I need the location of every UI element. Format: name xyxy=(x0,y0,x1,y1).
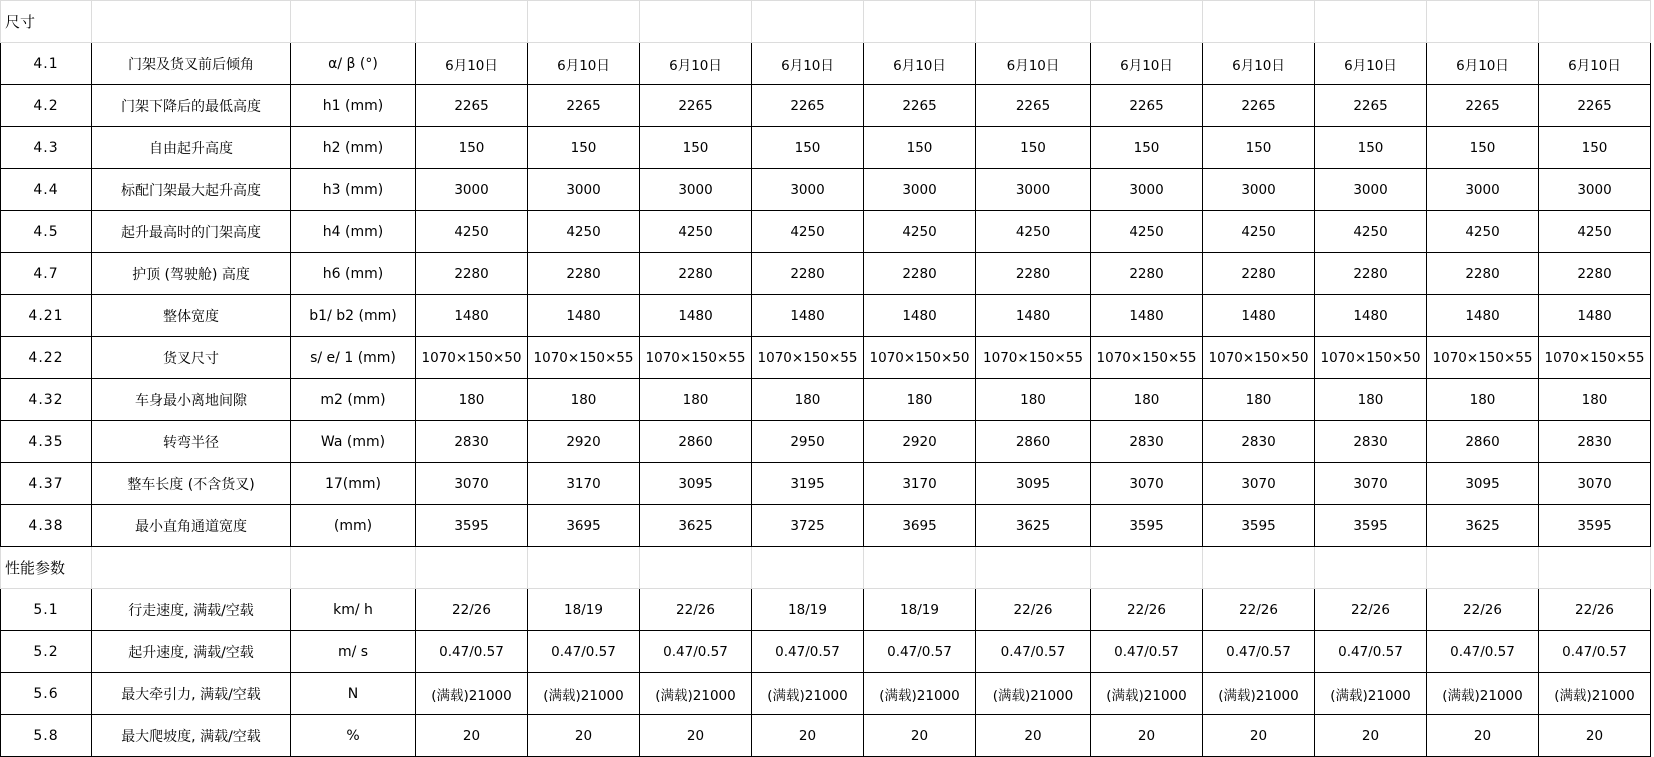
value-cell[interactable]: 18/19 xyxy=(528,589,640,631)
value-cell[interactable]: 22/26 xyxy=(1091,589,1203,631)
table-row xyxy=(1,337,1651,379)
table-row xyxy=(1,43,1651,85)
value-cell[interactable]: 2830 xyxy=(1315,421,1427,463)
value-cell[interactable]: 1070×150×55 xyxy=(640,337,752,379)
param-name-cell[interactable]: 车身最小离地间隙 xyxy=(92,379,291,421)
empty-cell[interactable] xyxy=(92,1,291,43)
value-cell[interactable]: 3000 xyxy=(640,169,752,211)
value-cell[interactable]: 2265 xyxy=(976,85,1091,127)
value-cell[interactable]: 2830 xyxy=(1539,421,1651,463)
value-cell[interactable]: 3070 xyxy=(1539,463,1651,505)
value-cell[interactable]: 2265 xyxy=(1315,85,1427,127)
value-cell[interactable]: 150 xyxy=(752,127,864,169)
table-row xyxy=(1,463,1651,505)
value-cell[interactable]: 20 xyxy=(864,715,976,757)
param-unit-cell[interactable]: m2 (mm) xyxy=(291,379,416,421)
empty-cell[interactable] xyxy=(1091,1,1203,43)
value-cell[interactable]: 3095 xyxy=(640,463,752,505)
value-cell[interactable]: 2860 xyxy=(640,421,752,463)
value-cell[interactable]: 1480 xyxy=(416,295,528,337)
value-cell[interactable]: 2280 xyxy=(864,253,976,295)
param-unit-cell[interactable]: h1 (mm) xyxy=(291,85,416,127)
empty-cell[interactable] xyxy=(752,547,864,589)
value-cell[interactable]: 3070 xyxy=(416,463,528,505)
param-unit-cell[interactable]: % xyxy=(291,715,416,757)
value-cell[interactable]: 3625 xyxy=(1427,505,1539,547)
value-cell[interactable]: 180 xyxy=(864,379,976,421)
value-cell[interactable]: 3595 xyxy=(1091,505,1203,547)
value-cell[interactable]: 3000 xyxy=(528,169,640,211)
value-cell[interactable]: 180 xyxy=(1427,379,1539,421)
value-cell[interactable]: 150 xyxy=(1315,127,1427,169)
param-name-cell[interactable]: 起升最高时的门架高度 xyxy=(92,211,291,253)
empty-cell[interactable] xyxy=(1539,547,1651,589)
table-row xyxy=(1,169,1651,211)
empty-cell[interactable] xyxy=(416,547,528,589)
value-cell[interactable]: 0.47/0.57 xyxy=(528,631,640,673)
value-cell[interactable]: 3000 xyxy=(752,169,864,211)
param-id-cell[interactable]: 4.37 xyxy=(1,463,92,505)
value-cell[interactable]: 0.47/0.57 xyxy=(752,631,864,673)
value-cell[interactable]: 180 xyxy=(1539,379,1651,421)
value-cell[interactable]: 180 xyxy=(528,379,640,421)
value-cell[interactable]: 20 xyxy=(1539,715,1651,757)
value-cell[interactable]: 3625 xyxy=(640,505,752,547)
param-unit-cell[interactable]: b1/ b2 (mm) xyxy=(291,295,416,337)
value-cell[interactable]: 0.47/0.57 xyxy=(1091,631,1203,673)
value-cell[interactable]: (满载)21000 xyxy=(864,673,976,715)
value-cell[interactable]: (满载)21000 xyxy=(640,673,752,715)
value-cell[interactable]: 4250 xyxy=(416,211,528,253)
value-cell[interactable]: 0.47/0.57 xyxy=(416,631,528,673)
empty-cell[interactable] xyxy=(1427,1,1539,43)
table-row xyxy=(1,589,1651,631)
value-cell[interactable]: 2280 xyxy=(1203,253,1315,295)
value-cell[interactable]: 1070×150×55 xyxy=(1427,337,1539,379)
value-cell[interactable]: 4250 xyxy=(1091,211,1203,253)
param-id-cell[interactable]: 5.6 xyxy=(1,673,92,715)
value-cell[interactable]: 1480 xyxy=(864,295,976,337)
value-cell[interactable]: 3070 xyxy=(1091,463,1203,505)
param-id-cell[interactable]: 4.32 xyxy=(1,379,92,421)
value-cell[interactable]: 1070×150×55 xyxy=(1539,337,1651,379)
value-cell[interactable]: 0.47/0.57 xyxy=(976,631,1091,673)
value-cell[interactable]: 1480 xyxy=(752,295,864,337)
param-name-cell[interactable]: 起升速度, 满载/空载 xyxy=(92,631,291,673)
value-cell[interactable]: 1070×150×50 xyxy=(1315,337,1427,379)
value-cell[interactable]: 1070×150×50 xyxy=(1203,337,1315,379)
value-cell[interactable]: 6月10日 xyxy=(1539,43,1651,85)
value-cell[interactable]: (满载)21000 xyxy=(976,673,1091,715)
param-unit-cell[interactable]: N xyxy=(291,673,416,715)
param-unit-cell[interactable]: h4 (mm) xyxy=(291,211,416,253)
value-cell[interactable]: 180 xyxy=(1091,379,1203,421)
value-cell[interactable]: 2920 xyxy=(528,421,640,463)
value-cell[interactable]: 20 xyxy=(640,715,752,757)
value-cell[interactable]: 6月10日 xyxy=(640,43,752,85)
value-cell[interactable]: (满载)21000 xyxy=(1539,673,1651,715)
value-cell[interactable]: 1070×150×50 xyxy=(416,337,528,379)
value-cell[interactable]: 18/19 xyxy=(864,589,976,631)
param-id-cell[interactable]: 4.35 xyxy=(1,421,92,463)
empty-cell[interactable] xyxy=(1539,1,1651,43)
param-name-cell[interactable]: 门架下降后的最低高度 xyxy=(92,85,291,127)
value-cell[interactable]: 2265 xyxy=(1539,85,1651,127)
value-cell[interactable]: 1070×150×55 xyxy=(1091,337,1203,379)
value-cell[interactable]: 150 xyxy=(528,127,640,169)
value-cell[interactable]: 2280 xyxy=(976,253,1091,295)
value-cell[interactable]: 3000 xyxy=(976,169,1091,211)
param-name-cell[interactable]: 最小直角通道宽度 xyxy=(92,505,291,547)
value-cell[interactable]: 150 xyxy=(864,127,976,169)
value-cell[interactable]: 1480 xyxy=(1539,295,1651,337)
value-cell[interactable]: 4250 xyxy=(528,211,640,253)
value-cell[interactable]: 22/26 xyxy=(416,589,528,631)
param-unit-cell[interactable]: (mm) xyxy=(291,505,416,547)
value-cell[interactable]: 22/26 xyxy=(1203,589,1315,631)
param-name-cell[interactable]: 自由起升高度 xyxy=(92,127,291,169)
section-title-cell[interactable]: 尺寸 xyxy=(1,1,92,43)
value-cell[interactable]: 22/26 xyxy=(640,589,752,631)
value-cell[interactable]: 6月10日 xyxy=(1315,43,1427,85)
empty-cell[interactable] xyxy=(640,1,752,43)
empty-cell[interactable] xyxy=(291,1,416,43)
value-cell[interactable]: 3000 xyxy=(1203,169,1315,211)
value-cell[interactable]: 180 xyxy=(416,379,528,421)
value-cell[interactable]: 6月10日 xyxy=(752,43,864,85)
param-name-cell[interactable]: 整体宽度 xyxy=(92,295,291,337)
value-cell[interactable]: 0.47/0.57 xyxy=(1203,631,1315,673)
table-row xyxy=(1,211,1651,253)
value-cell[interactable]: 4250 xyxy=(1203,211,1315,253)
value-cell[interactable]: 20 xyxy=(1427,715,1539,757)
value-cell[interactable]: 1070×150×55 xyxy=(752,337,864,379)
empty-cell[interactable] xyxy=(976,547,1091,589)
value-cell[interactable]: 3000 xyxy=(416,169,528,211)
value-cell[interactable]: 20 xyxy=(752,715,864,757)
value-cell[interactable]: 4250 xyxy=(640,211,752,253)
value-cell[interactable]: (满载)21000 xyxy=(416,673,528,715)
param-name-cell[interactable]: 标配门架最大起升高度 xyxy=(92,169,291,211)
value-cell[interactable]: 3725 xyxy=(752,505,864,547)
value-cell[interactable]: 2280 xyxy=(752,253,864,295)
value-cell[interactable]: 1480 xyxy=(1427,295,1539,337)
table-row xyxy=(1,295,1651,337)
value-cell[interactable]: 1070×150×50 xyxy=(864,337,976,379)
value-cell[interactable]: 4250 xyxy=(1427,211,1539,253)
table-row xyxy=(1,505,1651,547)
table-row xyxy=(1,631,1651,673)
empty-cell[interactable] xyxy=(864,1,976,43)
value-cell[interactable]: 4250 xyxy=(864,211,976,253)
value-cell[interactable]: 150 xyxy=(1091,127,1203,169)
value-cell[interactable]: 3625 xyxy=(976,505,1091,547)
value-cell[interactable]: 2860 xyxy=(1427,421,1539,463)
value-cell[interactable]: 180 xyxy=(640,379,752,421)
empty-cell[interactable] xyxy=(1315,547,1427,589)
empty-cell[interactable] xyxy=(864,547,976,589)
empty-cell[interactable] xyxy=(528,1,640,43)
value-cell[interactable]: 0.47/0.57 xyxy=(1539,631,1651,673)
value-cell[interactable]: 2265 xyxy=(528,85,640,127)
section-header-row xyxy=(1,547,1651,589)
param-name-cell[interactable]: 转弯半径 xyxy=(92,421,291,463)
value-cell[interactable]: 4250 xyxy=(1315,211,1427,253)
value-cell[interactable]: 3695 xyxy=(864,505,976,547)
value-cell[interactable]: 150 xyxy=(976,127,1091,169)
param-id-cell[interactable]: 4.1 xyxy=(1,43,92,85)
value-cell[interactable]: 2265 xyxy=(1427,85,1539,127)
value-cell[interactable]: 1480 xyxy=(528,295,640,337)
param-unit-cell[interactable]: km/ h xyxy=(291,589,416,631)
value-cell[interactable]: 6月10日 xyxy=(416,43,528,85)
value-cell[interactable]: 1480 xyxy=(640,295,752,337)
table-row xyxy=(1,715,1651,757)
value-cell[interactable]: 3095 xyxy=(1427,463,1539,505)
value-cell[interactable]: 2265 xyxy=(864,85,976,127)
param-id-cell[interactable]: 4.3 xyxy=(1,127,92,169)
empty-cell[interactable] xyxy=(416,1,528,43)
value-cell[interactable]: 6月10日 xyxy=(1203,43,1315,85)
value-cell[interactable]: 3000 xyxy=(1427,169,1539,211)
param-id-cell[interactable]: 5.1 xyxy=(1,589,92,631)
param-id-cell[interactable]: 4.22 xyxy=(1,337,92,379)
empty-cell[interactable] xyxy=(1427,547,1539,589)
value-cell[interactable]: 3170 xyxy=(864,463,976,505)
value-cell[interactable]: 3195 xyxy=(752,463,864,505)
table-row xyxy=(1,253,1651,295)
value-cell[interactable]: 3070 xyxy=(1315,463,1427,505)
value-cell[interactable]: 3000 xyxy=(864,169,976,211)
value-cell[interactable]: 6月10日 xyxy=(1427,43,1539,85)
value-cell[interactable]: 0.47/0.57 xyxy=(1315,631,1427,673)
value-cell[interactable]: 3170 xyxy=(528,463,640,505)
value-cell[interactable]: 20 xyxy=(1091,715,1203,757)
value-cell[interactable]: 4250 xyxy=(1539,211,1651,253)
value-cell[interactable]: 150 xyxy=(1203,127,1315,169)
value-cell[interactable]: 0.47/0.57 xyxy=(1427,631,1539,673)
empty-cell[interactable] xyxy=(528,547,640,589)
value-cell[interactable]: 3595 xyxy=(1315,505,1427,547)
value-cell[interactable]: 6月10日 xyxy=(864,43,976,85)
value-cell[interactable]: 2950 xyxy=(752,421,864,463)
empty-cell[interactable] xyxy=(291,547,416,589)
value-cell[interactable]: (满载)21000 xyxy=(1315,673,1427,715)
value-cell[interactable]: (满载)21000 xyxy=(1427,673,1539,715)
param-id-cell[interactable]: 5.2 xyxy=(1,631,92,673)
param-id-cell[interactable]: 4.38 xyxy=(1,505,92,547)
value-cell[interactable]: 2280 xyxy=(640,253,752,295)
value-cell[interactable]: 2265 xyxy=(640,85,752,127)
value-cell[interactable]: 20 xyxy=(1315,715,1427,757)
value-cell[interactable]: 3000 xyxy=(1315,169,1427,211)
value-cell[interactable]: 20 xyxy=(416,715,528,757)
table-row xyxy=(1,85,1651,127)
param-id-cell[interactable]: 4.7 xyxy=(1,253,92,295)
value-cell[interactable]: 2280 xyxy=(1091,253,1203,295)
param-id-cell[interactable]: 4.5 xyxy=(1,211,92,253)
value-cell[interactable]: 2265 xyxy=(752,85,864,127)
param-name-cell[interactable]: 门架及货叉前后倾角 xyxy=(92,43,291,85)
value-cell[interactable]: 0.47/0.57 xyxy=(864,631,976,673)
value-cell[interactable]: 4250 xyxy=(752,211,864,253)
value-cell[interactable]: 2280 xyxy=(1315,253,1427,295)
value-cell[interactable]: 6月10日 xyxy=(976,43,1091,85)
value-cell[interactable]: 22/26 xyxy=(1539,589,1651,631)
table-row xyxy=(1,673,1651,715)
value-cell[interactable]: 20 xyxy=(528,715,640,757)
value-cell[interactable]: 20 xyxy=(1203,715,1315,757)
param-name-cell[interactable]: 行走速度, 满载/空载 xyxy=(92,589,291,631)
value-cell[interactable]: 20 xyxy=(976,715,1091,757)
value-cell[interactable]: (满载)21000 xyxy=(528,673,640,715)
table-row xyxy=(1,127,1651,169)
param-unit-cell[interactable]: h6 (mm) xyxy=(291,253,416,295)
value-cell[interactable]: (满载)21000 xyxy=(1091,673,1203,715)
param-id-cell[interactable]: 4.2 xyxy=(1,85,92,127)
table-row xyxy=(1,379,1651,421)
value-cell[interactable]: 3595 xyxy=(1203,505,1315,547)
param-name-cell[interactable]: 整车长度 (不含货叉) xyxy=(92,463,291,505)
value-cell[interactable]: 3695 xyxy=(528,505,640,547)
value-cell[interactable]: 180 xyxy=(976,379,1091,421)
table-row xyxy=(1,421,1651,463)
empty-cell[interactable] xyxy=(752,1,864,43)
value-cell[interactable]: 22/26 xyxy=(976,589,1091,631)
value-cell[interactable]: 150 xyxy=(640,127,752,169)
value-cell[interactable]: 2280 xyxy=(416,253,528,295)
param-name-cell[interactable]: 最大牵引力, 满载/空载 xyxy=(92,673,291,715)
value-cell[interactable]: 3595 xyxy=(1539,505,1651,547)
param-unit-cell[interactable]: α/ β (°) xyxy=(291,43,416,85)
empty-cell[interactable] xyxy=(1315,1,1427,43)
value-cell[interactable]: 2265 xyxy=(416,85,528,127)
value-cell[interactable]: 150 xyxy=(416,127,528,169)
param-name-cell[interactable]: 货叉尺寸 xyxy=(92,337,291,379)
value-cell[interactable]: 150 xyxy=(1539,127,1651,169)
value-cell[interactable]: 2860 xyxy=(976,421,1091,463)
value-cell[interactable]: 0.47/0.57 xyxy=(640,631,752,673)
section-title-cell[interactable]: 性能参数 xyxy=(1,547,92,589)
value-cell[interactable]: 2830 xyxy=(1091,421,1203,463)
value-cell[interactable]: (满载)21000 xyxy=(752,673,864,715)
value-cell[interactable]: 2280 xyxy=(1539,253,1651,295)
param-unit-cell[interactable]: 17(mm) xyxy=(291,463,416,505)
empty-cell[interactable] xyxy=(1203,1,1315,43)
value-cell[interactable]: 180 xyxy=(752,379,864,421)
value-cell[interactable]: 2265 xyxy=(1091,85,1203,127)
value-cell[interactable]: 2830 xyxy=(416,421,528,463)
value-cell[interactable]: 2280 xyxy=(528,253,640,295)
param-unit-cell[interactable]: s/ e/ 1 (mm) xyxy=(291,337,416,379)
value-cell[interactable]: 1480 xyxy=(1315,295,1427,337)
param-id-cell[interactable]: 4.4 xyxy=(1,169,92,211)
value-cell[interactable]: 22/26 xyxy=(1315,589,1427,631)
empty-cell[interactable] xyxy=(976,1,1091,43)
value-cell[interactable]: 3595 xyxy=(416,505,528,547)
value-cell[interactable]: 180 xyxy=(1315,379,1427,421)
param-unit-cell[interactable]: m/ s xyxy=(291,631,416,673)
empty-cell[interactable] xyxy=(1091,547,1203,589)
value-cell[interactable]: 1070×150×55 xyxy=(528,337,640,379)
param-name-cell[interactable]: 护顶 (驾驶舱) 高度 xyxy=(92,253,291,295)
value-cell[interactable]: 1480 xyxy=(976,295,1091,337)
param-id-cell[interactable]: 5.8 xyxy=(1,715,92,757)
value-cell[interactable]: 2280 xyxy=(1427,253,1539,295)
value-cell[interactable]: 1480 xyxy=(1203,295,1315,337)
value-cell[interactable]: 2265 xyxy=(1203,85,1315,127)
param-unit-cell[interactable]: Wa (mm) xyxy=(291,421,416,463)
value-cell[interactable]: 3095 xyxy=(976,463,1091,505)
value-cell[interactable]: 180 xyxy=(1203,379,1315,421)
value-cell[interactable]: 1070×150×55 xyxy=(976,337,1091,379)
value-cell[interactable]: 2920 xyxy=(864,421,976,463)
value-cell[interactable]: 6月10日 xyxy=(1091,43,1203,85)
value-cell[interactable]: 3000 xyxy=(1091,169,1203,211)
empty-cell[interactable] xyxy=(640,547,752,589)
value-cell[interactable]: 2830 xyxy=(1203,421,1315,463)
param-unit-cell[interactable]: h3 (mm) xyxy=(291,169,416,211)
value-cell[interactable]: 4250 xyxy=(976,211,1091,253)
param-unit-cell[interactable]: h2 (mm) xyxy=(291,127,416,169)
value-cell[interactable]: 1480 xyxy=(1091,295,1203,337)
value-cell[interactable]: 22/26 xyxy=(1427,589,1539,631)
empty-cell[interactable] xyxy=(1203,547,1315,589)
value-cell[interactable]: 18/19 xyxy=(752,589,864,631)
value-cell[interactable]: 6月10日 xyxy=(528,43,640,85)
param-id-cell[interactable]: 4.21 xyxy=(1,295,92,337)
empty-cell[interactable] xyxy=(92,547,291,589)
value-cell[interactable]: 3000 xyxy=(1539,169,1651,211)
param-name-cell[interactable]: 最大爬坡度, 满载/空载 xyxy=(92,715,291,757)
section-header-row xyxy=(1,1,1651,43)
value-cell[interactable]: (满载)21000 xyxy=(1203,673,1315,715)
value-cell[interactable]: 150 xyxy=(1427,127,1539,169)
value-cell[interactable]: 3070 xyxy=(1203,463,1315,505)
